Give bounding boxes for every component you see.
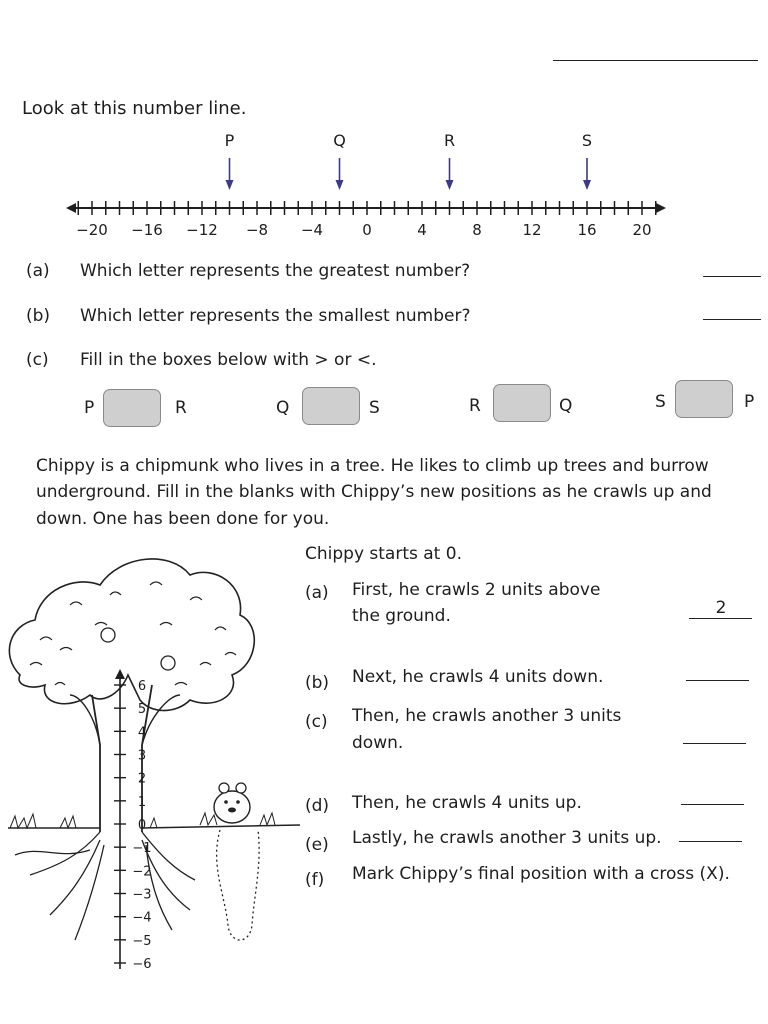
- number-line-tick-label: 4: [417, 221, 427, 239]
- number-line-right-arrowhead: [656, 203, 666, 213]
- marker-arrowhead-s: [583, 180, 591, 190]
- number-line-tick-label: 8: [472, 221, 482, 239]
- q2-intro-line-3: down. One has been done for you.: [36, 509, 330, 529]
- vertical-scale-label: 4: [137, 725, 147, 741]
- q2-part-e-line-1: Lastly, he crawls another 3 units up.: [352, 828, 662, 848]
- comparison-1-left: P: [84, 398, 95, 418]
- squirrel-in-tree: [101, 628, 115, 642]
- q1-part-c-text: Fill in the boxes below with > or <.: [80, 350, 377, 370]
- marker-arrowhead-q: [336, 180, 344, 190]
- number-line-tick-label: −8: [245, 221, 269, 239]
- chipmunk-chippy: [214, 783, 250, 823]
- q2-part-a-answer-blank[interactable]: [689, 618, 752, 619]
- number-line-left-arrowhead: [66, 203, 76, 213]
- marker-label-r: R: [443, 131, 456, 150]
- vertical-scale-label: 2: [137, 771, 147, 787]
- q2-start-text: Chippy starts at 0.: [305, 544, 462, 564]
- vertical-scale-label: −1: [132, 841, 152, 857]
- burrow: [217, 830, 259, 940]
- vertical-scale-label: −5: [132, 933, 152, 949]
- comparison-2-left: Q: [276, 398, 290, 418]
- comparison-4-right: P: [744, 392, 755, 412]
- q2-part-b-answer-blank[interactable]: [686, 680, 749, 681]
- marker-label-s: S: [581, 131, 593, 150]
- number-line-tick-label: 16: [577, 221, 597, 239]
- q1-part-a-text: Which letter represents the greatest number?: [80, 261, 471, 281]
- number-line-tick-label: −4: [300, 221, 324, 239]
- q2-part-c-label: (c): [305, 712, 328, 732]
- comparison-1-right: R: [175, 398, 187, 418]
- vertical-scale-label: −3: [132, 887, 152, 903]
- tree-illustration: [0, 545, 305, 985]
- q2-part-c-line-1: Then, he crawls another 3 units: [352, 706, 622, 726]
- q2-part-b-label: (b): [305, 673, 330, 693]
- number-line-tick-label: −16: [131, 221, 163, 239]
- vertical-scale-label: −6: [132, 957, 152, 972]
- number-line-tick-label: 0: [362, 221, 372, 239]
- vertical-scale-label: 0: [137, 818, 147, 833]
- q2-part-e-label: (e): [305, 835, 329, 855]
- q2-part-e-answer-blank[interactable]: [679, 841, 742, 842]
- q1-intro: Look at this number line.: [22, 98, 247, 119]
- marker-label-q: Q: [333, 131, 346, 150]
- q2-intro-line-2: underground. Fill in the blanks with Chippy’s new positions as he crawls up and: [36, 482, 712, 502]
- comparison-4-left: S: [655, 392, 666, 412]
- marker-arrowhead-p: [226, 180, 234, 190]
- q2-part-b-line-1: Next, he crawls 4 units down.: [352, 667, 604, 687]
- number-line-tick-label: −12: [186, 221, 218, 239]
- vertical-scale-label: 6: [137, 679, 147, 694]
- vertical-scale-label: 3: [137, 748, 147, 764]
- q2-part-c-line-2: down.: [352, 733, 404, 753]
- tree-canopy: [9, 559, 254, 711]
- comparison-2-right: S: [369, 398, 380, 418]
- q2-part-d-answer-blank[interactable]: [681, 804, 744, 805]
- q1-part-b-label: (b): [26, 306, 51, 326]
- vertical-scale-label: −2: [132, 864, 152, 880]
- marker-label-p: P: [224, 131, 235, 150]
- q2-part-a-line-1: First, he crawls 2 units above: [352, 580, 601, 600]
- q1-part-b-answer-blank[interactable]: [703, 319, 761, 320]
- q2-part-a-label: (a): [305, 583, 329, 603]
- q1-part-a-label: (a): [26, 261, 50, 281]
- comparison-3-right: Q: [559, 396, 573, 416]
- q1-part-a-answer-blank[interactable]: [703, 276, 761, 277]
- comparison-3-left: R: [469, 396, 481, 416]
- vertical-scale-label: −4: [132, 910, 152, 926]
- q1-part-b-text: Which letter represents the smallest number?: [80, 306, 471, 326]
- q2-part-d-label: (d): [305, 796, 330, 816]
- number-line-tick-label: 20: [632, 221, 652, 239]
- comparison-3-box[interactable]: [493, 384, 551, 422]
- number-line-tick-label: 12: [522, 221, 542, 239]
- q2-part-f-line-1: Mark Chippy’s final position with a cross (X).: [352, 864, 730, 884]
- q2-intro-line-1: Chippy is a chipmunk who lives in a tree. He likes to climb up trees and burrow: [36, 456, 709, 476]
- q2-part-a-line-2: the ground.: [352, 606, 451, 626]
- q2-part-d-line-1: Then, he crawls 4 units up.: [352, 793, 582, 813]
- comparison-2-box[interactable]: [302, 387, 360, 425]
- top-rule: [553, 60, 758, 61]
- q2-part-a-answer: 2: [715, 598, 727, 618]
- number-line: [0, 120, 768, 370]
- q2-part-c-answer-blank[interactable]: [683, 743, 746, 744]
- marker-arrowhead-r: [446, 180, 454, 190]
- vertical-scale-label: 1: [137, 794, 147, 810]
- comparison-4-box[interactable]: [675, 380, 733, 418]
- vertical-scale-label: 5: [137, 702, 147, 718]
- q1-part-c-label: (c): [26, 350, 49, 370]
- q2-part-f-label: (f): [305, 870, 325, 890]
- number-line-tick-label: −20: [76, 221, 108, 239]
- comparison-1-box[interactable]: [103, 389, 161, 427]
- ground-line: [8, 825, 300, 828]
